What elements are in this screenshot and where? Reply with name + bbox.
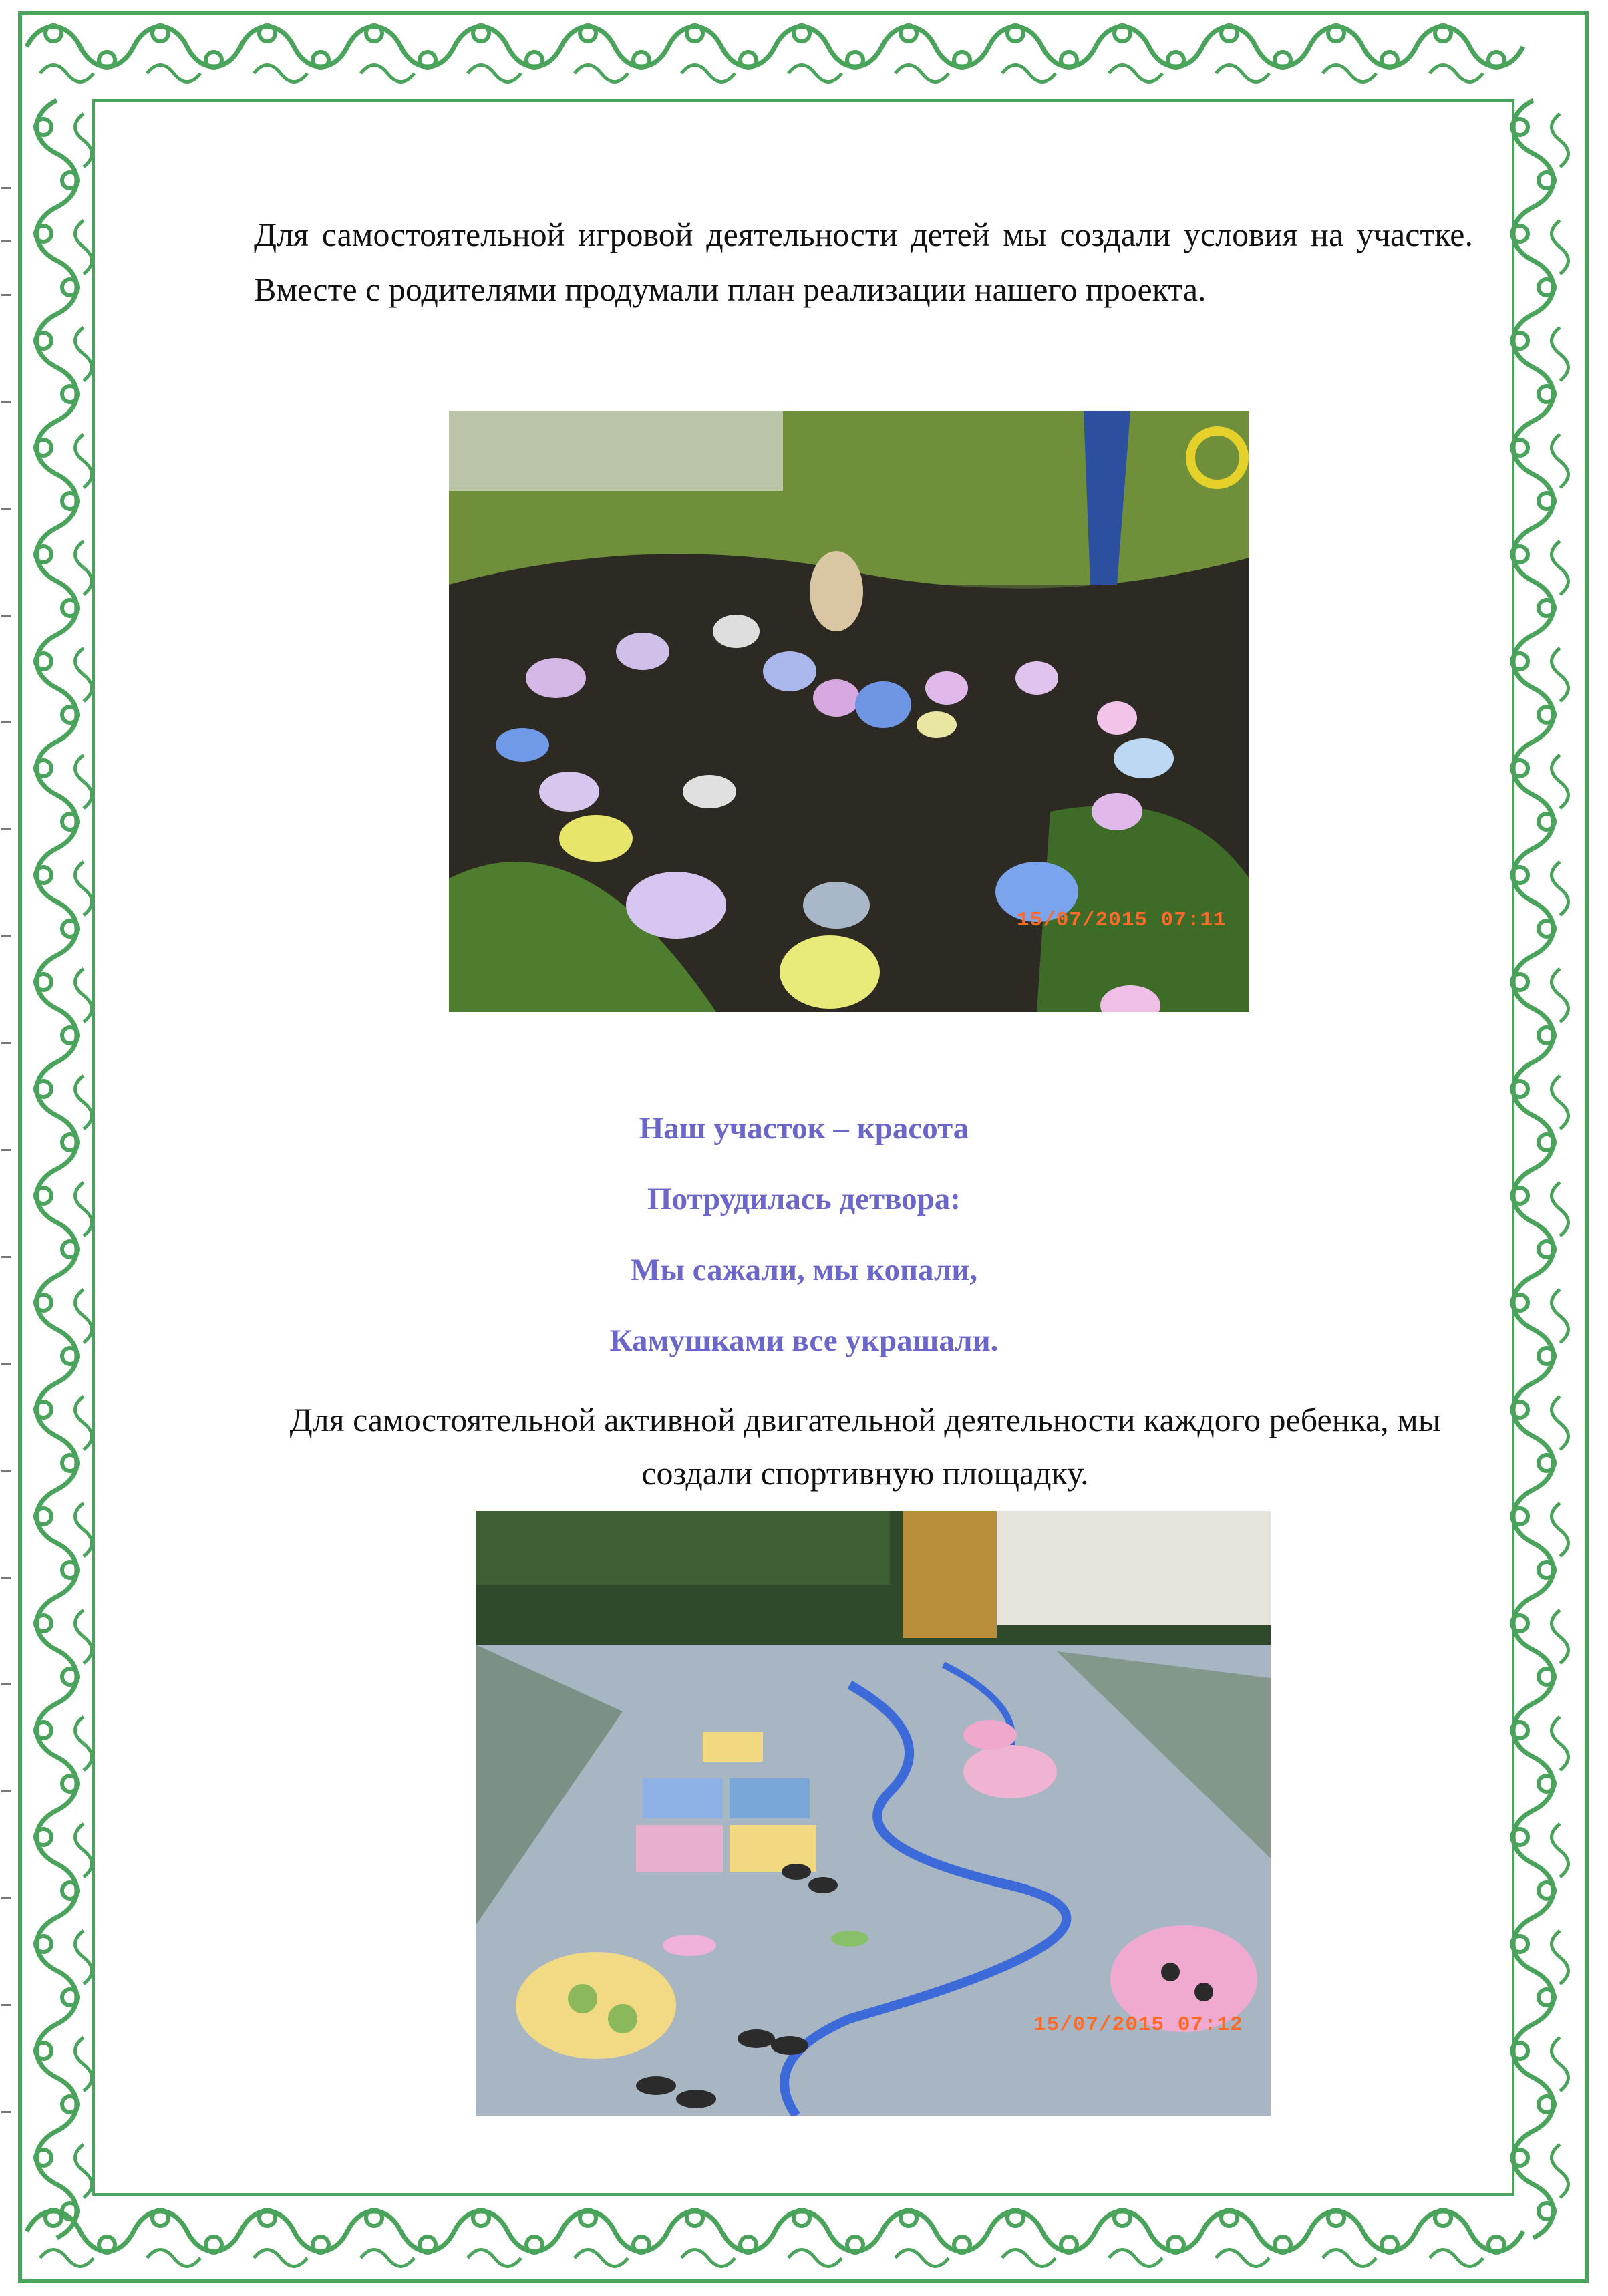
- photo-1-timestamp: 15/07/2015 07:11: [1017, 909, 1227, 932]
- binding-marks: [0, 0, 16, 2296]
- poem-line-2: Потрудилась детвора:: [647, 1182, 961, 1216]
- sports-ground-photo: [476, 1511, 1271, 2116]
- poem-line-3: Мы сажали, мы копали,: [630, 1253, 978, 1287]
- garden-stones-photo: [449, 411, 1249, 1012]
- photo-2-timestamp: 15/07/2015 07:12: [1033, 2013, 1243, 2037]
- sports-paragraph: Для самостоятельной активной двигательной деятельности каждого ребенка, мы создали спортивную площадку.: [289, 1401, 1441, 1492]
- poem-line-4: Камушками все украшали.: [609, 1323, 999, 1358]
- intro-paragraph: Для самостоятельной игровой деятельности детей мы создали условия на участке. Вместе с родителями продумали план реализации нашего проекта.: [254, 216, 1473, 308]
- poem-line-1: Наш участок – красота: [639, 1111, 969, 1146]
